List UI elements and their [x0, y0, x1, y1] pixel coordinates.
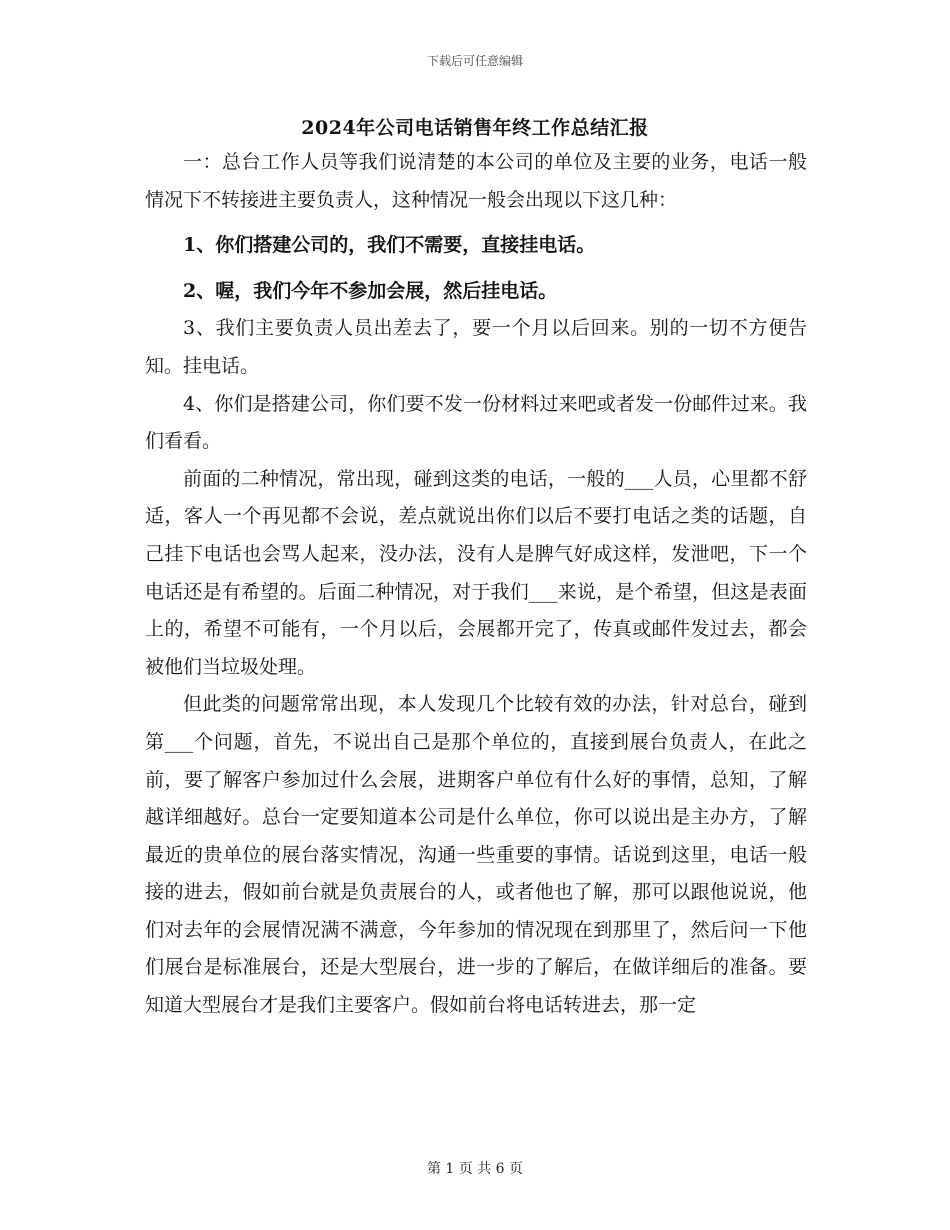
paragraph-case-4: 4、你们是搭建公司，你们要不发一份材料过来吧或者发一份邮件过来。我们看看。 [145, 392, 807, 453]
document-title: 2024年公司电话销售年终工作总结汇报 [301, 117, 649, 139]
paragraph-analysis: 前面的二种情况，常出现，碰到这类的电话，一般的___人员，心里都不舒适，客人一个再见都不会说，差点就说出你们以后不要打电话之类的话题，自己挂下电话也会骂人起来，没办法，没有人是脾气好成这样，发泄吧，下一个电话还是有希望的。后面二种情况，对于我们___来说，是个希望，但这是表面上的，希望不可能有，一个月以后，会展都开完了，传真或邮件发过去，都会被他们当垃圾处理。 [145, 467, 807, 678]
paragraph-solution: 但此类的问题常常出现，本人发现几个比较有效的办法，针对总台，碰到第___个问题，首先，不说出自己是那个单位的，直接到展台负责人，在此之前，要了解客户参加过什么会展，进期客户单位有什么好的事情，总知，了解越详细越好。总台一定要知道本公司是什么单位，你可以说出是主办方，了解最近的贵单位的展台落实情况，沟通一些重要的事情。话说到这里，电话一般接的进去，假如前台就是负责展台的人，或者他也了解，那可以跟他说说，他们对去年的会展情况满不满意，今年参加的情况现在到那里了，然后问一下他们展台是标准展台，还是大型展台，进一步的了解后，在做详细后的准备。要知道大型展台才是我们主要客户。假如前台将电话转进去，那一定 [145, 693, 807, 1017]
document-body [145, 144, 807, 1025]
paragraph-case-1: 1、你们搭建公司的，我们不需要，直接挂电话。 [183, 234, 596, 257]
paragraph-case-3: 3、我们主要负责人员出差去了，要一个月以后回来。别的一切不方便告知。挂电话。 [145, 317, 807, 377]
paragraph-case-2: 2、喔，我们今年不参加会展，然后挂电话。 [183, 279, 558, 302]
header-note: 下载后可任意编辑 [426, 54, 523, 68]
page-number: 第 1 页 共 6 页 [426, 1161, 524, 1177]
paragraph-intro: 一：总台工作人员等我们说清楚的本公司的单位及主要的业务，电话一般情况下不转接进主要负责人，这种情况一般会出现以下这几种： [145, 151, 807, 211]
